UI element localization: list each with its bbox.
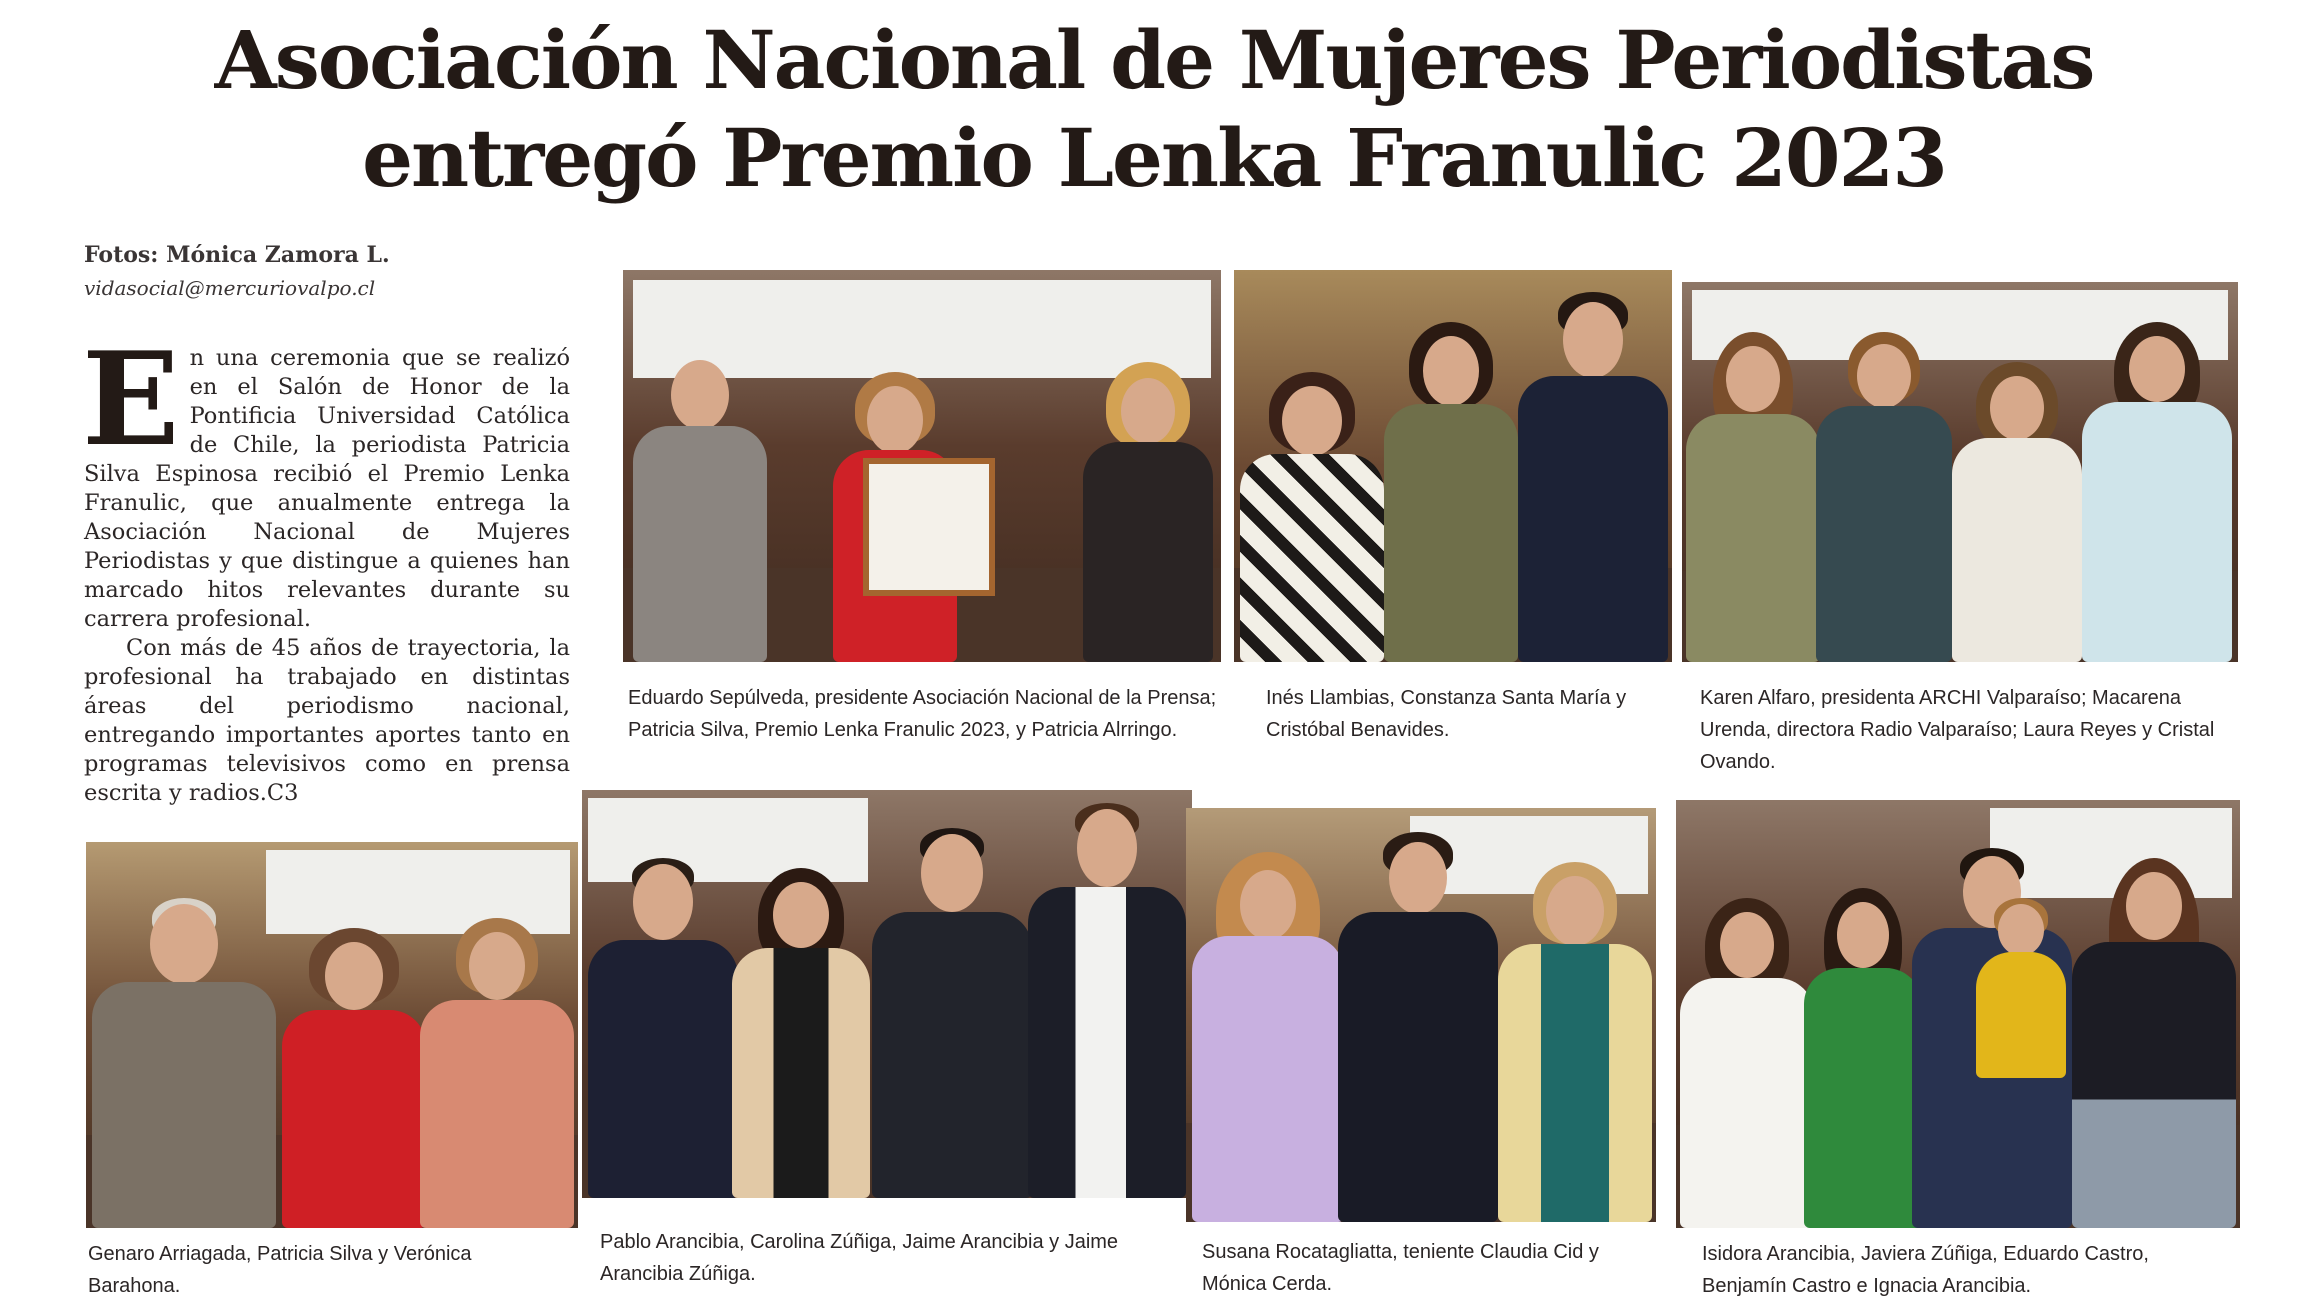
headline-line-1: Asociación Nacional de Mujeres Periodistas <box>214 13 2094 107</box>
article-paragraph: n una ceremonia que se realizó en el Salón de Honor de la Pontificia Universidad Católica de Chile, la periodista Patricia Silva Espinosa recibió el Premio Lenka Franulic, que anualmente entrega la Asociación Nacional de Mujeres Periodistas y que distingue a quienes han marcado hitos relevantes durante su carrera profesional. <box>84 345 570 632</box>
event-photo <box>86 842 578 1228</box>
person-figure <box>588 858 738 1198</box>
person-figure <box>1976 898 2066 1078</box>
photo-caption: Genaro Arriagada, Patricia Silva y Verónica Barahona. <box>88 1243 472 1297</box>
photo-caption: Susana Rocatagliatta, teniente Claudia Cid y Mónica Cerda. <box>1202 1241 1599 1295</box>
person-figure <box>1518 292 1668 662</box>
person-figure <box>1816 332 1952 662</box>
contact-email: vidasocial@mercuriovalpo.cl <box>84 276 376 300</box>
person-figure <box>1384 322 1518 662</box>
person-figure <box>1028 803 1186 1198</box>
person-figure <box>1804 888 1922 1228</box>
person-figure <box>282 928 426 1228</box>
article-paragraph-text: Con más de 45 años de trayectoria, la profesional ha trabajado en distintas áreas del periodismo nacional, entregando importantes aportes tanto en programas televisivos como en prensa escrita y radios. <box>84 635 570 806</box>
photo-caption: Pablo Arancibia, Carolina Zúñiga, Jaime Arancibia y Jaime Arancibia Zúñiga. <box>600 1231 1119 1285</box>
person-figure <box>1498 862 1652 1222</box>
person-figure <box>633 342 767 662</box>
event-photo <box>1676 800 2240 1228</box>
article-body <box>82 325 570 808</box>
person-figure <box>1083 362 1213 662</box>
end-mark: C3 <box>266 780 299 806</box>
person-figure <box>872 828 1032 1198</box>
person-figure <box>1686 332 1820 662</box>
person-figure <box>1192 852 1344 1222</box>
event-photo <box>623 270 1221 662</box>
drop-cap: E <box>82 325 180 475</box>
person-figure <box>732 868 870 1198</box>
person-figure <box>2082 322 2232 662</box>
person-figure <box>92 898 276 1228</box>
person-figure <box>420 918 574 1228</box>
event-photo <box>1234 270 1672 662</box>
photo-caption: Isidora Arancibia, Javiera Zúñiga, Eduardo Castro, Benjamín Castro e Ignacia Arancibia. <box>1702 1243 2149 1297</box>
person-figure <box>1680 898 1814 1228</box>
person-figure <box>1240 372 1384 662</box>
photo-caption: Inés Llambias, Constanza Santa María y Cristóbal Benavides. <box>1266 687 1627 741</box>
article-paragraph <box>84 634 570 808</box>
event-photo <box>582 790 1192 1198</box>
person-figure <box>1338 832 1498 1222</box>
photo-credit: Fotos: Mónica Zamora L. <box>84 242 390 268</box>
award-diploma <box>863 458 995 596</box>
photo-caption: Karen Alfaro, presidenta ARCHI Valparaíso; Macarena Urenda, directora Radio Valparaíso; Laura Reyes y Cristal Ovando. <box>1700 687 2215 773</box>
person-figure <box>1952 362 2082 662</box>
headline-line-2: entregó Premio Lenka Franulic 2023 <box>362 111 1946 205</box>
event-photo <box>1186 808 1656 1222</box>
photo-caption: Eduardo Sepúlveda, presidente Asociación Nacional de la Prensa; Patricia Silva, Premio Lenka Franulic 2023, y Patricia Alrringo. <box>628 687 1217 741</box>
event-photo <box>1682 282 2238 662</box>
person-figure <box>2072 858 2236 1228</box>
